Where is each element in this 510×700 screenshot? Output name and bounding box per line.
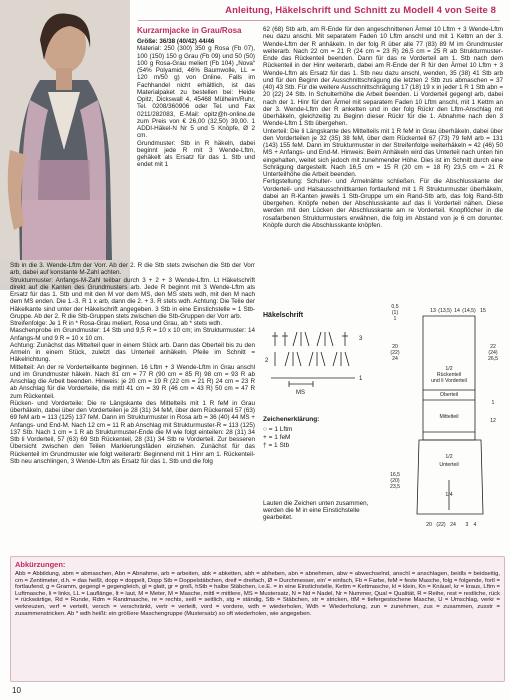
dim-label: 20 [392,344,398,350]
unterteil-paragraph: Unterteil: Die li Längskante des Mittelteils mit 1 R feM in Grau überhäkeln, dabei über den Vorderteilen je 32 (35) 38 feM, über dem Rückenteil 67 (73) 79 feM arb = 131 (143) 155 feM. Dann im Strukturmuster in der Streifenfolge weiterhäkeln = 42 (46) 50 MS + Anfangs- und End-M. Hinweis: Beim Anhäkeln wird das Unterteil nach unten hin eingehalten, weitet sich jedoch mit zunehmender Höhe. Dies ist im Schnitt durch eine Schrägung dargestellt. Nach 16,5 cm = 15 R (20 cm = 18 R) 23,5 cm = 21 R Unterteilhöhe die Arbeit beenden. [263,127,503,178]
left-column-text [137,26,255,169]
strukturmuster-paragraph: Strukturmuster: Anfangs-M-Zahl teilbar durch 3 + 2 + 3 Wende-Lftm. Lt Häkelschrift direkt auf die Kanten des Grundmusters arb. Jede R beginnt mit 3 Wende-Lftm als Ersatz für das 1. Stb und mit den M vor dem MS, den MS stets wdh, mit den M nach dem MS enden. Die 1.-3. R 1 x arb, dann die 2. + 3. R stets wdh. Achtung: Die Teile der Häkelkante sind unter der Häkelschrift angegeben. 3 Stb in eine Einstichstelle = 1 Stb-Gruppe. Ab der 2. R die Stb-Gruppen stets zwischen die Stb-Gruppen der Vorr arb. [10,276,255,320]
section-label: 1/2 [445,454,453,460]
chart-ms-label: MS [296,390,305,396]
mittelteil-paragraph: Mittelteil: An der re Vorderteilkante beginnen. 16 Lftm + 3 Wende-Lftm in Grau anschl und im Grundmuster häkeln. Nach 81 cm = 77 R (90 cm = 85 R) 98 cm = 93 R ab Anschlag die Arbeit beenden. Hinweis: je 20 cm = 19 R (22 cm = 21 R) 24 cm = 23 R ab Anschlag für die Vorderteile, die mittl 41 cm = 39 R (46 cm = 43 R) 50 cm = 47 R zum Rückenteil. [10,363,255,400]
crochet-chart [263,322,373,402]
dim-label: 12 [490,418,496,424]
page-title: Anleitung, Häkelschrift und Schnitt zu Modell 4 von Seite 8 [225,5,496,16]
grundmuster-intro: Grundmuster: Stb in R häkeln, dabei beginnt jede R mit 3 Wende-Lftm, gehäkelt als Ersatz für das 1. Stb und endet mit 1 [137,139,255,169]
dim-label: (13,5) [438,308,452,314]
dim-label: 24 [392,356,398,362]
header-rule [138,20,500,21]
page-number: 10 [12,686,21,695]
legend-item [263,442,292,450]
dim-label: 15 [480,308,486,314]
streifenfolge-paragraph: Streifenfolge: Je 1 R in * Rosa-Grau meliert, Rosa und Grau, ab * stets wdh. [10,320,223,327]
dim-label: 23,5 [389,484,401,490]
section-label: Oberteil [439,392,459,398]
material-paragraph: Material: 250 (300) 350 g Rosa (Fb 07), 100 (150) 150 g Grau (Fb 09) und 50 (50) 100 g Rosa-Grau meliert (Fb 104) „Nova“ (54% Polyamid, 46% Baumwolle, LL = 120 m/50 g) von Online. Falls im Fachhandel nicht erhältlich, ist das Materialpaket zu bestellen bei: Heide Opitz, Dickswall 4, 45468 Mülheim/Ruhr, Tel. 0208/360906 oder Tel. und Fax 0211/282083, E-Mail: opitz@h-online.de zum Preis von € 26,00 (32,50) 39,00. 1 ADDI-Häkel-N Nr 5 und 5 Knöpfe, Ø 2 cm. [137,45,255,140]
dim-label: (20) [390,478,400,484]
double-crochet-icon: † [263,442,267,449]
chart-legend [263,426,292,450]
section-label: und li Vorderteil [431,378,467,384]
size-paragraph: Größe: 36/38 (40/42) 44/46 [137,38,215,45]
legend-text: = 1 Lftm [268,426,293,433]
schematic-diagram [383,300,503,550]
dim-label: 22 [490,344,496,350]
dim-label: 4 [473,522,477,528]
chain-stitch-icon: ○ [263,426,267,433]
legend-text: = 1 feM [268,434,291,441]
chart-row-label: 1 [359,376,363,382]
section-label: Unterteil [439,462,459,468]
section-label: Rückenteil [436,372,462,378]
chart-row-label: 2 [265,358,269,364]
dim-label: 0,5 [391,304,399,310]
dim-label: (24) [488,350,498,356]
right-column-text [263,26,503,229]
legend-text: = 1 Stb [268,442,290,449]
dim-label: 26,5 [487,356,499,362]
single-crochet-icon: + [263,434,267,441]
chart-row-label: 3 [359,336,363,342]
legend-item [263,426,292,434]
dim-label: (22) [436,522,446,528]
achtung-paragraph: Achtung: Zunächst das Mittelteil quer in einem Stück arb. Dann das Oberteil bis zu den Armeln in einem Stück, zuletzt das Unterteil anhäkeln. Pfeile im Schnitt = Häkelrichtung. [10,341,255,364]
abbreviations-box [10,556,505,682]
ruecken-cont-paragraph: 62 (68) Stb arb, am R-Ende für den angeschnittenen Ärmel 10 Lftm + 3 Wende-Lftm neu dazu anschl. Mit separatem Faden 10 Lftm anschl und mit 1 Kettm an der 3. Wende-Lftm der R anhäkeln. In der folg R über alle 77 (83) 89 M im Grundmuster weiterarb. Nach 22 cm = 21 R (24 cm = 23 R) 26,5 cm = 25 R ab Strukturmuster-Ende das Rückenteil beenden. Dann für das re Vorderteil am 1. Stb nach dem Rückenteil in der Hinr weiterarb, dabei am R-Ende der R für den Ärmel 10 Lftm + 3 Wende-Lftm als Ersatz für das 1. Stb neu dazu anschl, wenden, 35 (38) 41 Stb arb und für den Beginn der Ausschnittschrägung die letzten 2 Stb zus abmaschen = 37 (40) 43 Stb. Für die weitere Ausschnittschrägung 17 (18) 19 x in jeder 1 R 1 Stb abn = 20 (22) 24 Stb. In Schulterhöhe die Arbeit beenden. Li Vorderteil gegengl arb, dabei nach der 1. Hinr für den Ärmel mit separatem Faden 10 Lftm anschl, mit 1 Kettm an der 3. Wende-Lftm der R anketten und in der folg Rückr den Lftm-Anschlag mit überhäkeln, gleichzeitig zu Beginn dieser Rückr für die 1. Abnahme nach den 3 Wende-Lftm 1 Stb übergehen. [263,26,503,128]
dim-label: 1/4 [445,492,453,498]
legend-item [263,434,292,442]
section-label: 1/2 [445,366,453,372]
dim-label: (1) [391,310,399,316]
section-label: Mittelteil [439,414,459,420]
grundmuster-cont: Stb in die 3. Wende-Lftm der Vorr. Ab der 2. R die Stb stets zwischen die Stb der Vorr arb, dabei auf konstante M-Zahl achten. [10,262,255,277]
abbreviations-body: Abb = Abbildung, abm = abmaschen, Abn = Abnahme, arb = arbeiten, abk = abketten, abh = abheben, abn = abnehmen, abw = abwechselnd, anschl = anschlagen, beidls = beidseitig, cm = Zentimeter, d.h. = das heißt, dopp = doppelt, Dopp Stb = Doppelstäbchen, dreif = dreifach, Ø = Durchmesser, ein' = einfach, Fb = Farbe, feM = feste Masche, folg = folgende, fortl = fortlaufend, g = Gramm, gegengl = gegengleich, gl = glatt, gr = groß, hStb = halbe Stäbchen, i.e.E. = in eine Einstichstelle, Kettm = Kettmasche, kl = klein, Kn = Knäuel, kr = kraus, Lftm = Luftmasche, li = links, LL = Lauflänge, lt = laut, M = Meter, M = Masche, mittl = mittlere, MS = Mustersatz, N = Nd = Nadel, Nr = Nummer, Qual = Qualität, R = Reihe, rest = restliche, rück = rückwärtige, Rd = Runde, Rdm = Randmasche, re = rechts, seitl = seitlich, stg = ständig, Stb = Stäbchen, str = stricken, ttM = tiefergestochene Masche, U = Umschlag, verkr = verkreuzen, verf = verteilt, versch = verschränkt, vertr = verteilt, vord = vordere, wdh = wiederholen, Wdh = Wiederholung, zun = zunehmen, zus = zusammen, zusstr = zusammenstricken. Ab * wdh heißt: ein größere Maschengruppe (Mustersatz) so oft wiederholen, wie angegeben. [15,571,500,617]
chart-note: Lauten die Zeichen unten zusammen, werden die M in eine Einstichstelle gearbeitet. [263,500,369,522]
model-heading: Kurzarmjacke in Grau/Rosa [137,26,242,35]
dim-label: 14 [454,308,460,314]
dim-label: (14,5) [462,308,476,314]
dim-label: 20 [426,522,432,528]
dim-label: 24 [450,522,456,528]
dim-label: 13 [430,308,436,314]
ruecken-paragraph: Rücken- und Vorderteile: Die re Längskante des Mittelteils mit 1 R feM in Grau überhäkeln, dabei über den Vorderteilen je 28 (31) 34 feM, über dem Rückenteil 57 (63) 69 feM arb = 113 (125) 137 feM. Dann im Strukturmuster in Rosa arb = 36 (40) 44 MS + Anfangs- und End-M. Nach 12 cm = 11 R ab Anschlag mit Strukturmuster-R = 113 (125) 137 Stb. Nach 1 cm = 1 R ab Strukturmuster-Ende die M wie folgt einteilen: 28 (31) 34 Stb li Vorderteil, 57 (63) 69 Stb Rückenteil, 28 (31) 34 Stb re Vorderteil. Zur besseren Übersicht zwischen den Teilen Markierungsfäden einziehen. Zunächst für das Rückenteil im Grundmuster wie folgt weiterarb: Beginnend mit 1 Hinr am 1. Rückenteil-Stb neu anschlingen, 3 Wende-Lftm als Ersatz für das 1. Stb und die folg [10,399,255,465]
dim-label: 16,5 [389,472,401,478]
maschenprobe-paragraph: Maschenprobe im Grundmuster: 14 Stb und 9,5 R = 10 x 10 cm; im Strukturmuster: 14 Anfangs-M und 9 R = 10 x 10 cm. [10,327,255,342]
dim-label: 1 [393,316,397,322]
dim-label: 1 [491,400,495,406]
chart-area [263,300,503,550]
model-photo [0,0,130,290]
dim-label: 3 [465,522,469,528]
legend-heading: Zeichenerklärung: [263,416,320,423]
chart-heading: Häkelschrift [263,312,304,319]
fertigstellung-paragraph: Fertigstellung: Schulter- und Ärmelnähte schließen. Für die Abschlusskante der Vorderteil- und Halsausschnittkanten fortlaufend mit 1 R Strukturmuster überhäkeln, dabei an R-Kanten jeweils 1 Stb-Gruppe um ein Rand-Stb arb, das folg Rand-Stb übergehen. Knöpfe neben der Abschlusskante auf das li Vorderteil nähen. Diese werden mit den Lücken der Abschlusskante am re Vorderteil. Knopflöcher in die rosafarbenen Strukturmusters erwähnen, die folg im Abstand von je 6 cm dorunter. Knöpfe durch die Abschlusskante knöpfen. [263,178,503,229]
abbreviations-title: Abkürzungen: [15,560,66,569]
dim-label: (22) [390,350,400,356]
wide-column-text [10,262,255,465]
